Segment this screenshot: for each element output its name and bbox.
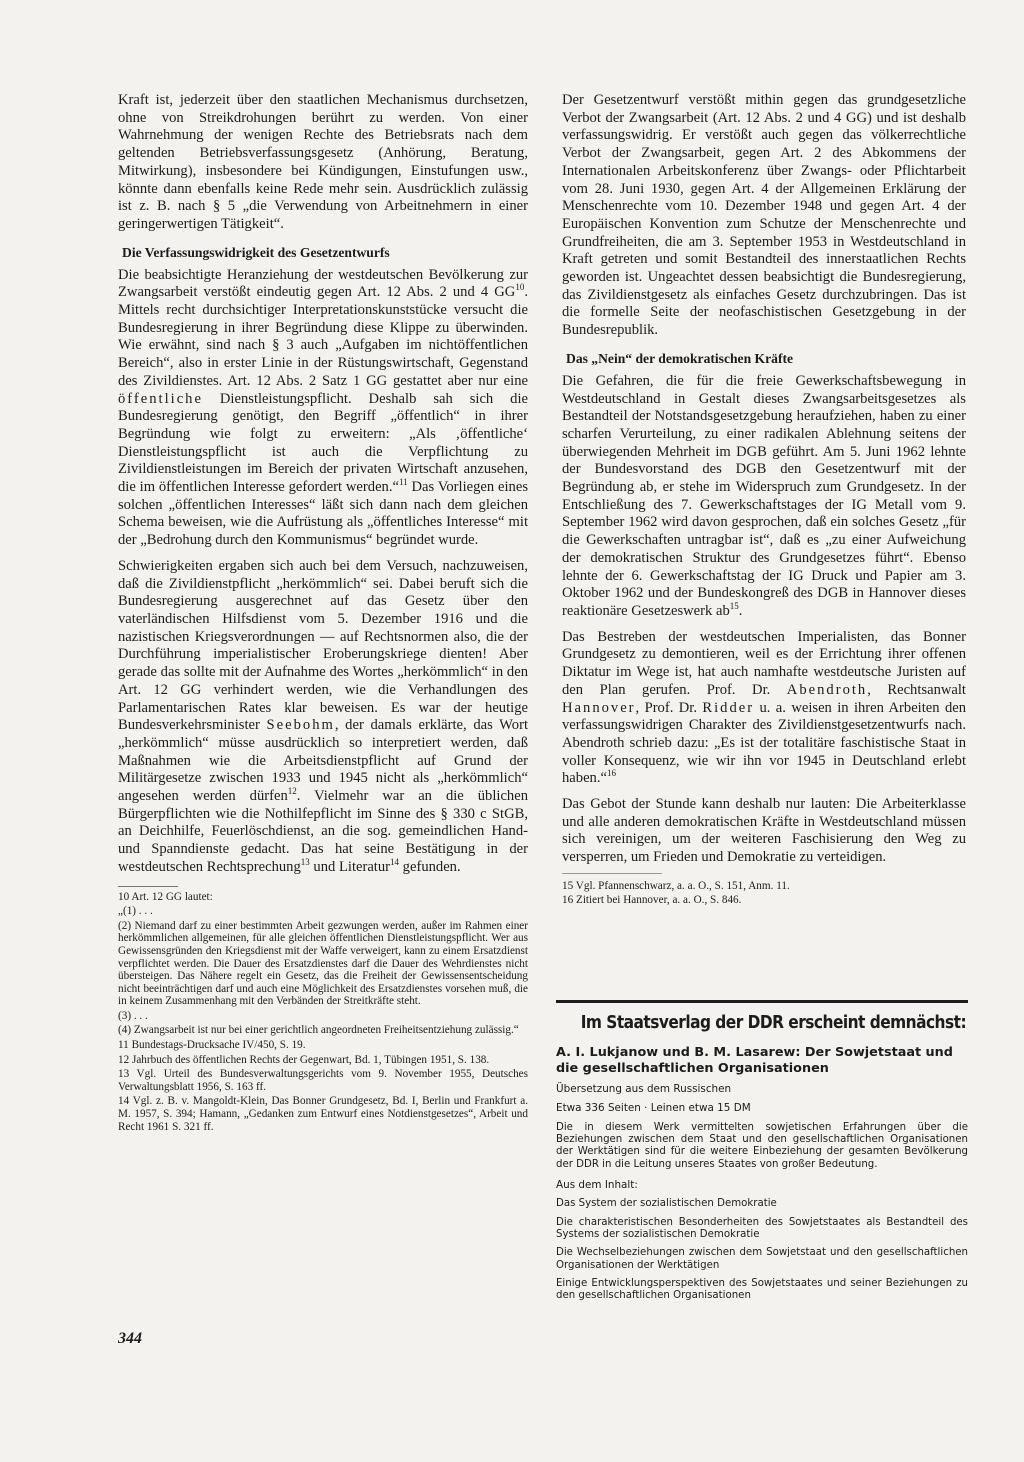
text-run: , der damals erklärte, das Wort „herkömmlich“ müsse ausdrücklich so interpretiert werden, daß Maßnahmen wie die Arbeitsdienstpflicht auf Grund der Militärgesetze zwischen 1933 und 1945 nicht als „herkömmlich“ angesehen werden dürfen	[118, 717, 528, 805]
spaced-name: Hannover	[562, 699, 636, 716]
page-number: 344	[118, 1330, 142, 1347]
footnote-ref: 11	[398, 477, 408, 488]
footnote: (2) Niemand darf zu einer bestimmten Arbeit gezwungen werden, außer im Rahmen einer herkömmlichen allgemeinen, für alle gleichen öffentlichen Dienstleistungspflicht. Wer aus Gewissensgründen den Kriegsdienst mit der Waffe verweigert, kann zu einem Ersatzdienst verpflichtet werden. Die Dauer des Ersatzdienstes darf die Dauer des Wehrdienstes nicht übersteigen. Das Nähere regelt ein Gesetz, das die Freiheit der Gewissensentscheidung nicht beeinträchtigen darf und auch eine Möglichkeit des Ersatzdienstes vorsehen muß, die in keinem Zusammenhang mit den Verbänden der Streitkräfte steht.	[118, 919, 528, 1008]
text-run: Schwierigkeiten ergaben sich auch bei dem Versuch, nachzuweisen, daß die Zivildienstpflicht „herkömmlich“ sei. Dabei beruft sich die Bundesregierung ausgerechnet auf das Gesetz über den vaterländischen Hilfsdienst vom 5. Dezember 1916 und die nazistischen Kriegsverordnungen — auf Rechtsnormen also, die der Durchführung imperialistischer Eroberungskriege dienten! Aber gerade das sollte mit der Aufnahme des Wortes „herkömmlich“ in den Art. 12 GG verhindert werden, wie die Verhandlungen des Parlamentarischen Rates klar beweisen. Es war der heutige Bundesverkehrsminister	[118, 557, 528, 734]
paragraph-verfassungswidrig: Der Gesetzentwurf verstößt mithin gegen das grundgesetzliche Verbot der Zwangsarbeit (Art. 12 Abs. 2 und 4 GG) und ist deshalb verfassungswidrig. Er verstößt auch gegen das völkerrechtliche Verbot der Zwangsarbeit, gegen Art. 2 des Abkommens der Internationalen Arbeitskonferenz über Zwangs- oder Pflichtarbeit vom 28. Juni 1930, gegen Art. 4 der Allgemeinen Erklärung der Menschenrechte vom 10. Dezember 1948 und gegen Art. 4 der Europäischen Konvention zum Schutze der Menschenrechte und Grundfreiheiten, die am 3. September 1953 in Westdeutschland in Kraft getreten und somit Bestandteil des innerstaatlichen Rechts geworden ist. Ungeachtet dessen beabsichtigt die Bundesregierung, das Zivildienstgesetz als einfaches Gesetz durchzubringen. Das ist die formelle Seite der neofaschistischen Gesetzgebung in der Bundesrepublik.	[562, 92, 966, 339]
ad-contents-item: Das System der sozialistischen Demokratie	[556, 1198, 777, 1210]
footnote-ref: 14	[390, 856, 400, 867]
intro-paragraph: Kraft ist, jederzeit über den staatlichen Mechanismus durchsetzen, ohne von Streikdrohungen berührt zu werden. Von einer Wahrnehmung der wenigen Rechte des Betriebsrats nach dem geltenden Betriebsverfassungsgesetz (Anhörung, Beratung, Mitwirkung), insbesondere bei Kündigungen, Einstufungen usw., könnte dann ebenfalls keine Rede mehr sein. Ausdrücklich zulässig ist z. B. nach § 5 „die Verwendung von Arbeitnehmern in einer geringerwertigen Tätigkeit“.	[118, 92, 528, 232]
section-heading-verfassungswidrigkeit: Die Verfassungswidrigkeit des Gesetzentwurfs	[122, 244, 390, 260]
spaced-name: Seebohm	[266, 717, 335, 734]
footnote-ref: 15	[729, 601, 739, 612]
footnote: 16 Zitiert bei Hannover, a. a. O., S. 846.	[562, 894, 742, 907]
text-run: . Vielmehr war an die üblichen Bürgerpflichten wie die Nothilfepflicht im Sinne des § 330 c StGB, an Deichhilfe, Feuerlöschdienst, an die sog. gemeindlichen Hand- und Spanndienste gedacht. Das hat seine Bestätigung in der westdeutschen Rechtsprechung	[118, 788, 528, 875]
ad-headline: Im Staatsverlag der DDR erscheint demnächst:	[580, 1013, 967, 1033]
text-run: .	[738, 602, 743, 619]
spaced-name: Abendroth	[786, 681, 868, 698]
spaced-term: öffentliche	[118, 390, 203, 407]
footnote: 14 Vgl. z. B. v. Mangoldt-Klein, Das Bonner Grundgesetz, Bd. I, Berlin und Frankfurt a. M. 1957, S. 394; Hamann, „Gedanken zum Entwurf eines Notdienstgesetzes“, Arbeit und Recht 1961 S. 321 ff.	[118, 1095, 528, 1133]
ad-pages-price: Etwa 336 Seiten · Leinen etwa 15 DM	[556, 1102, 751, 1115]
text-run: . Mittels recht durchsichtiger Interpretationskunststücke versucht die Bundesregierung in ihrer Begründung diese Klippe zu überwinden. Wie erwähnt, sind nach § 3 auch „Aufgaben im nichtöffentlichen Bereich“, also in erster Linie in der Rüstungswirtschaft, Gegenstand des Zivildienstes. Art. 12 Abs. 2 Satz 1 GG gestattet aber nur eine	[118, 284, 528, 389]
footnote-ref: 12	[287, 786, 297, 797]
text-run: Das Vorliegen eines solchen „öffentlichen Interesses“ läßt sich dann nach dem gleichen Schema beweisen, wie die Aufrüstung als „öffentliches Interesse“ mit der „Bedrohung durch den Kommunismus“ begründet wurde.	[118, 479, 528, 549]
footnotes-left	[118, 891, 528, 1134]
ad-book-title: A. I. Lukjanow und B. M. Lasarew: Der Sowjetstaat und die gesellschaftlichen Organisationen	[556, 1045, 953, 1076]
ad-description: Die in diesem Werk vermittelten sowjetischen Erfahrungen über die Beziehungen zwischen dem Staat und den gesellschaftlichen Organisationen der Werktätigen sind für die weitere Einbeziehung der gesamten Bevölkerung der DDR in die Leitung unseres Staates von großer Bedeutung.	[556, 1121, 968, 1170]
section-heading-nein: Das „Nein“ der demokratischen Kräfte	[566, 350, 794, 366]
footnote: 15 Vgl. Pfannenschwarz, a. a. O., S. 151, Anm. 11.	[562, 879, 790, 892]
ad-contents-item: Die Wechselbeziehungen zwischen dem Sowjetstaat und den gesellschaftlichen Organisationen der Werktätigen	[556, 1247, 968, 1271]
left-column	[118, 92, 528, 1135]
text-run: Das Bestreben der westdeutschen Imperialisten, das Bonner Grundgesetz zu demontieren, weil es der Errichtung ihrer offenen Diktatur im Wege ist, hat auch namhafte westdeutsche Juristen auf den Plan gerufen. Prof. Dr.	[562, 628, 966, 698]
text-run: Dienstleistungspflicht. Deshalb sah sich die Bundesregierung genötigt, den Begriff „öffentlich“ in ihrer Begründung wie folgt zu erweitern: „Als ‚öffentliche‘ Dienstleistungspflicht ist auch die Verpflichtung zu Zivildienstleistungen im Bereich der privaten Wirtschaft anzusehen, die im öffentlichen Interesse gefordert werden.“	[118, 390, 528, 496]
text-run: Die Gefahren, die für die freie Gewerkschaftsbewegung in Westdeutschland in Gestalt dieses Zwangsarbeitsgesetzes als Bestandteil der Notstandsgesetzgebung heraufziehen, haben zu einer scharfen Verurteilung, zu einer radikalen Ablehnung seitens der überwiegenden Mehrheit im DGB geführt. Am 5. Juni 1962 lehnte der Bundesvorstand des DGB den Gesetzentwurf mit der Begründung ab, er stehe im Widerspruch zum Grundgesetz. In der Entschließung des 7. Gewerkschaftstages der IG Metall vom 9. September 1962 wird davon gesprochen, daß ein solches Gesetz „für die Gewerkschaften untragbar ist“, daß es „zu einer Aufweichung der demokratischen Struktur des Grundgesetzes führt“. Ebenso lehnte der 6. Gewerkschaftstag der IG Druck und Papier am 3. Oktober 1962 und der Bundeskongreß des DGB in Hannover dieses reaktionäre Gesetzeswerk ab	[562, 372, 966, 619]
right-column	[562, 92, 966, 909]
footnote: 12 Jahrbuch des öffentlichen Rechts der Gegenwart, Bd. 1, Tübingen 1951, S. 138.	[118, 1053, 490, 1066]
paragraph-zwangsarbeit	[118, 267, 528, 550]
footnote: 10 Art. 12 GG lautet:	[118, 890, 213, 903]
spaced-name: Ridder	[702, 699, 755, 716]
footnote-divider	[562, 873, 662, 874]
paragraph-gewerkschaften	[562, 373, 966, 621]
footnote: „(1) . . .	[118, 905, 153, 918]
footnote: (3) . . .	[118, 1009, 148, 1022]
text-run: , Rechtsanwalt	[867, 681, 966, 698]
ad-contents-item: Die charakteristischen Besonderheiten des Sowjetstaates als Bestandteil des Systems der sozialistischen Demokratie	[556, 1216, 968, 1240]
ad-translation-note: Übersetzung aus dem Russischen	[556, 1083, 732, 1095]
footnote-divider	[118, 886, 178, 887]
ad-contents-item: Einige Entwicklungsperspektiven des Sowjetstaates und seiner Beziehungen zu den gesellschaftlichen Organisationen	[556, 1277, 968, 1302]
text-run: u. a. weisen in ihren Arbeiten den verfassungswidrigen Charakter des Zivildienstgesetzentwurfs nach. Abendroth schrieb dazu: „Es ist der totalitäre faschistische Staat in voller Konsequenz, wie wir ihn vor 1945 in Deutschland erlebt haben.“	[562, 699, 967, 787]
footnote: (4) Zwangsarbeit ist nur bei einer gerichtlich angeordneten Freiheitsentziehung zulässig.“	[118, 1024, 519, 1037]
footnote-ref: 10	[515, 282, 525, 293]
footnote: 11 Bundestags-Drucksache IV/450, S. 19.	[118, 1039, 306, 1052]
paragraph-gebot-der-stunde: Das Gebot der Stunde kann deshalb nur lauten: Die Arbeiterklasse und alle anderen demokratischen Kräfte in Westdeutschland müssen sich vereinigen, um der weiteren Faschisierung den Weg zu versperren, um Frieden und Demokratie zu verteidigen.	[562, 796, 966, 866]
paragraph-herkoemmlich	[118, 558, 528, 877]
advertisement-box	[556, 1000, 968, 1308]
paragraph-juristen	[562, 629, 966, 788]
footnote-ref: 13	[300, 856, 310, 867]
text-run: gefunden.	[399, 858, 461, 875]
text-run: Die beabsichtigte Heranziehung der westdeutschen Bevölkerung zur Zwangsarbeit verstößt eindeutig gegen Art. 12 Abs. 2 und 4 GG	[118, 266, 528, 301]
text-run: , Prof. Dr.	[635, 699, 697, 716]
text-run: und Literatur	[309, 858, 391, 875]
footnote: 13 Vgl. Urteil des Bundesverwaltungsgerichts vom 9. November 1955, Deutsches Verwaltungsblatt 1956, S. 163 ff.	[118, 1068, 528, 1093]
footnote-ref: 16	[606, 768, 616, 779]
ad-contents-label: Aus dem Inhalt:	[556, 1179, 638, 1191]
